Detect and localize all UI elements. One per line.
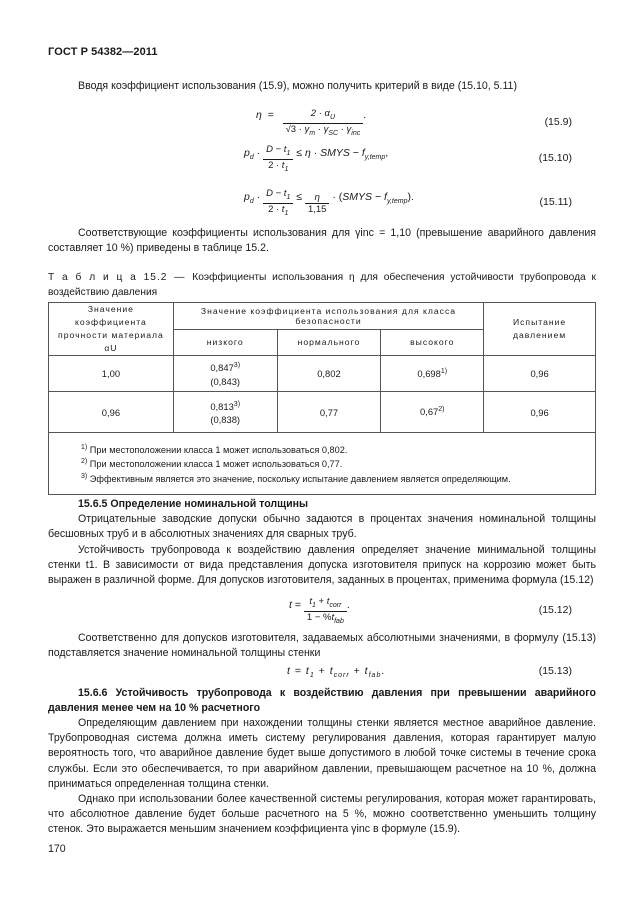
cell-low: 0,813$^{3)}$ (0,838) — [173, 392, 277, 433]
paragraph-tolerances: Отрицательные заводские допуски обычно задаются в процентах значения номинальной толщины бесшовных труб и в абсолютных значениях для сварных труб. — [48, 513, 596, 541]
cell-test: 0,96 — [484, 356, 596, 392]
table-caption-prefix: Т а б л и ц а 15.2 — — [48, 272, 193, 283]
header-normal: нормального — [277, 329, 381, 356]
equation-15-10: $p_d$ · $\frac{D - t_1}{2 \cdot t_1}$ ≤ η · SMYS − $f_{y,temp}$, (15.10) — [244, 144, 572, 173]
cell-normal: 0,802 — [277, 356, 381, 392]
equation-number: (15.11) — [539, 196, 572, 208]
table-row — [49, 356, 596, 392]
paragraph-emergency-pressure: Определяющим давлением при нахождении толщины стенки является местное аварийное давление. Трубопроводная система должна иметь систему регулирования давления, которая гарантирует малую вероятность того, что аварийное давление будет выше допустимого в любой точке системы в течение срока службы. Если это обеспечивается, то при аварийном давлении, превышающем расчетное на 10 %, должна приниматься определенная толщина стенки. — [48, 717, 596, 790]
page-number: 170 — [48, 843, 66, 855]
coefficients-table — [48, 302, 596, 495]
footnote-2: $^{2)}$ При местоположении класса 1 может использоваться 0,77. — [81, 458, 343, 470]
cell-high: 0,67$^{2)}$ — [381, 392, 484, 433]
paragraph-coefficients: Соответствующие коэффициенты использования для γinc = 1,10 (превышение аварийного давления составляет 10 %) приведены в таблице 15.2. — [48, 227, 596, 255]
table-row — [49, 392, 596, 433]
section-heading-15-6-5: 15.6.5 Определение номинальной толщины — [78, 498, 309, 510]
footnote-3: $^{3)}$ Эффективным является это значение, поскольку испытание давлением является определяющим. — [81, 472, 511, 484]
cell-test: 0,96 — [484, 392, 596, 433]
equation-number: (15.12) — [538, 604, 572, 616]
cell-high: 0,698$^{1)}$ — [381, 356, 484, 392]
table-footnotes-row — [49, 433, 596, 495]
equation-15-13: $t = t_1 + t_{corr} + t_{fab}$. (15.13) — [287, 665, 572, 680]
paragraph-min-thickness: Устойчивость трубопровода к воздействию давления определяет значение минимальной толщины стенки t1. В зависимости от вида представления допуска изготовителя припуск на коррозию может быть выражен в различной форме. Для допусков изготовителя, заданных в процентах, применима формула (15.12) — [48, 544, 596, 587]
footnote-1: $^{1)}$ При местоположении класса 1 может использоваться 0,802. — [81, 443, 348, 455]
paragraph-regulation-system: Однако при использовании более качественной системы регулирования, которая может гарантировать, что абсолютное давление будет больше расчетного на 5 %, можно соответственно уменьшить толщину стенок. Это выражается меньшим значением коэффициента γinc в формуле (15.9). — [48, 793, 596, 836]
equation-number: (15.13) — [538, 665, 572, 677]
equation-number: (15.10) — [538, 152, 572, 164]
equation-15-12: t = $\frac{t_1 + t_{corr}}{1 - \%t_{fab}}$ . (15.12) — [289, 596, 572, 625]
header-material-coefficient: Значение коэффициента прочности материала αU — [49, 303, 174, 356]
paragraph-absolute-tolerances: Соответственно для допусков изготовителя, задаваемых абсолютными значениями, в формулу (15.13) подставляется значение номинальной толщины стенки — [48, 632, 596, 660]
cell-low: 0,847$^{3)}$ (0,843) — [173, 356, 277, 392]
intro-text: Вводя коэффициент использования (15.9), можно получить критерий в виде (15.10, 5.11) — [78, 80, 517, 92]
equation-15-9: η = $\frac{2 \cdot \alpha_U}{√3 \cdot \gamma_m \cdot \gamma_{SC} \cdot \gamma_{inc}}$ . (15.9) — [256, 108, 572, 137]
header-low: низкого — [173, 329, 277, 356]
table-caption — [48, 271, 596, 300]
table-caption-text: Коэффициенты использования η для обеспечения устойчивости трубопровода к воздействию давления — [48, 272, 596, 298]
header-safety-class: Значение коэффициента использования для класса безопасности — [173, 303, 483, 330]
section-heading-15-6-6: 15.6.6 Устойчивость трубопровода к воздействию давления при превышении аварийного давления менее чем на 10 % расчетного — [48, 687, 596, 715]
header-high: высокого — [381, 329, 484, 356]
header-pressure-test: Испытание давлением — [484, 303, 596, 356]
cell-normal: 0,77 — [277, 392, 381, 433]
document-header: ГОСТ Р 54382—2011 — [48, 46, 158, 58]
equation-number: (15.9) — [544, 116, 572, 128]
intro-paragraph — [48, 79, 596, 94]
cell-alpha: 1,00 — [49, 356, 174, 392]
cell-alpha: 0,96 — [49, 392, 174, 433]
equation-15-11: $p_d$ · $\frac{D - t_1}{2 \cdot t_1}$ ≤ $\frac{\eta}{1,15}$ · (SMYS − $f_{y,temp}$). (15.11) — [244, 188, 572, 217]
